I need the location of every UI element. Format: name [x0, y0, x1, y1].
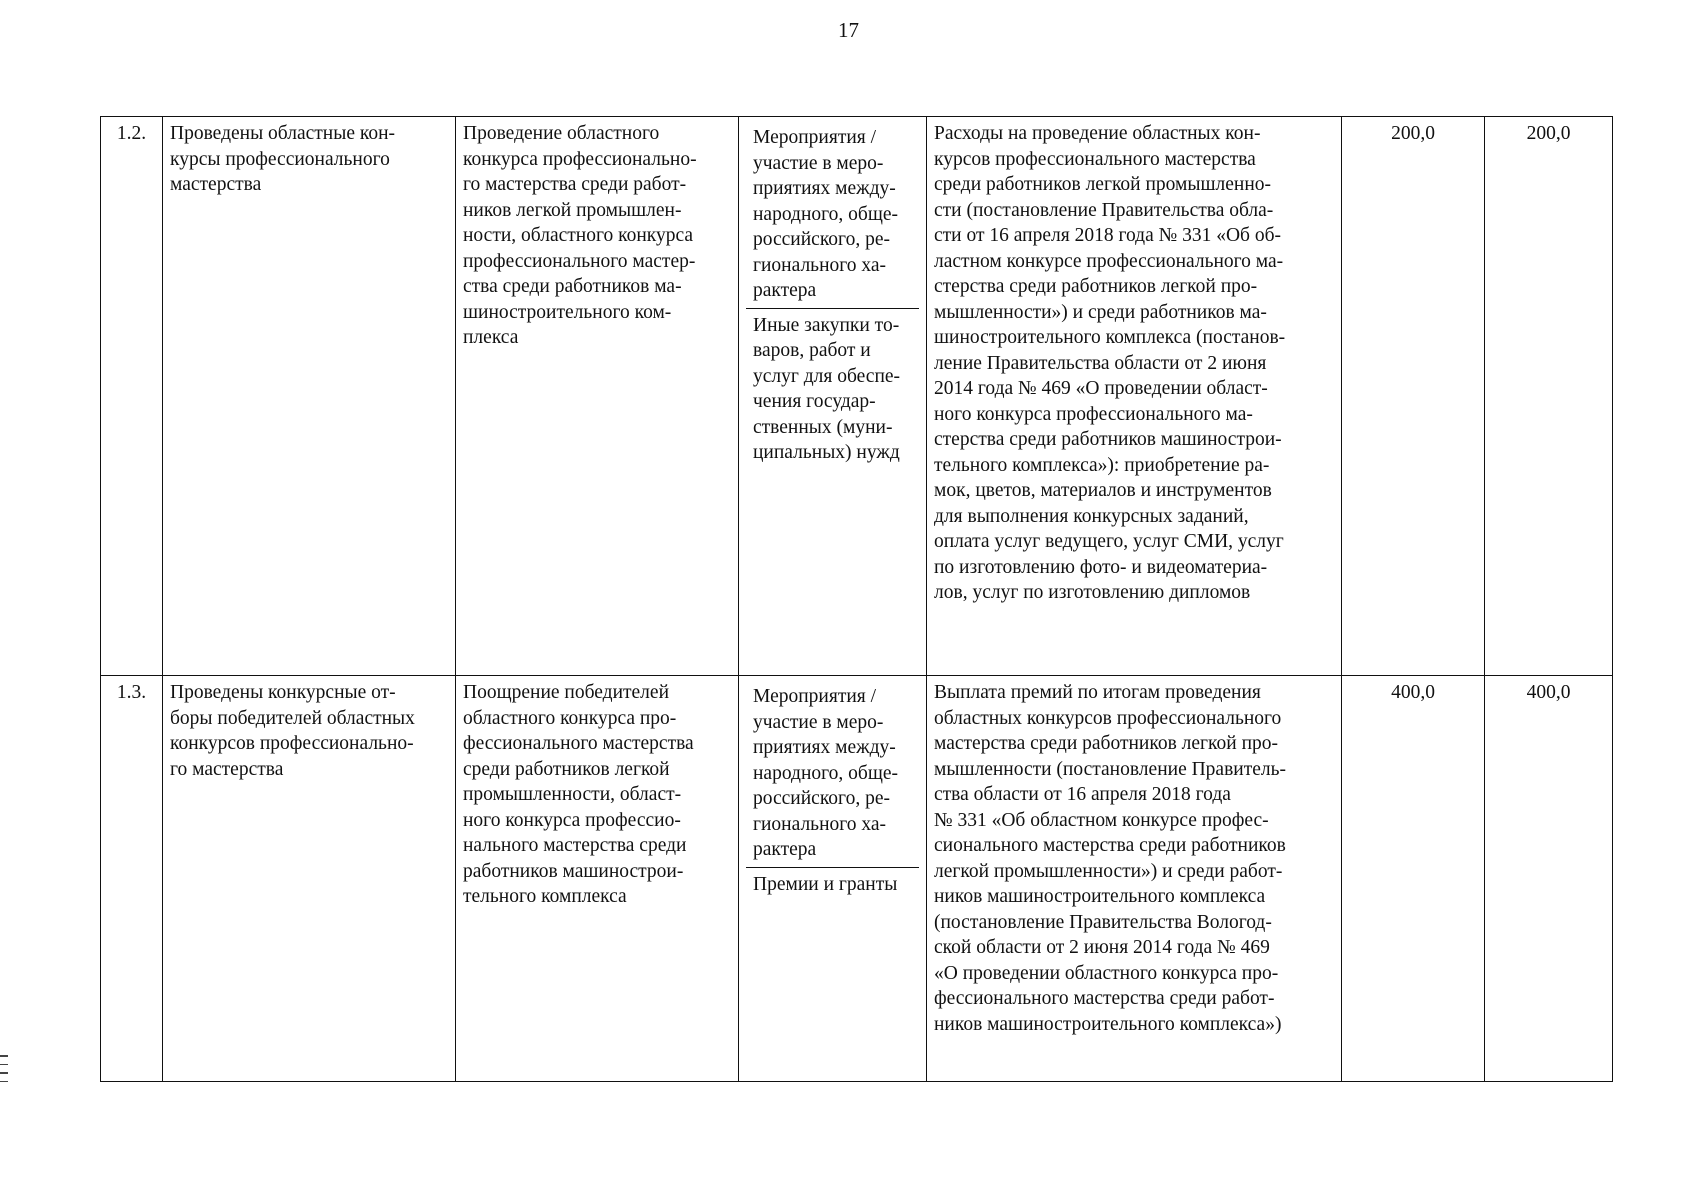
row-number: 1.2. — [101, 117, 163, 676]
page-number: 17 — [838, 18, 859, 42]
measures-table — [100, 116, 1613, 1082]
direction-item: Иные закупки то- варов, работ и услуг для обеспе- чения государ- ственных (муни- ципальных) нужд — [753, 314, 901, 463]
directions-cell — [739, 676, 927, 1082]
amount-cell: 400,0 — [1485, 676, 1613, 1082]
table-row — [101, 676, 1613, 1082]
table-row — [101, 117, 1613, 676]
description-cell: Выплата премий по итогам проведения областных конкурсов профессионального мастерства среди работников легкой про- мышленности (постановление Правитель- ства области от 16 апреля 2018 года № 331 «Об областном конкурсе профес- сионального мастерства среди работников легкой промышленности») и среди работ- ников машиностроительного комплекса (постановление Правительства Вологод- ской области от 2 июня 2014 года № 469 «О проведении областного конкурса про- фессионального мастерства среди работ- ников машиностроительного комплекса») — [927, 676, 1342, 1082]
result-cell: Проведены конкурсные от- боры победителей областных конкурсов профессионально- го мастерства — [163, 676, 456, 1082]
description-cell: Расходы на проведение областных кон- курсов профессионального мастерства среди работников легкой промышленно- сти (постановление Правительства обла- сти от 16 апреля 2018 года № 331 «Об об- ластном конкурсе профессионального ма- стерства среди работников легкой про- мышленности») и среди работников ма- шиностроительного комплекса (постанов- ление Правительства области от 2 июня 2014 года № 469 «О проведении област- ного конкурса профессионального ма- стерства среди работников машинострои- тельного комплекса»): приобретение ра- мок, цветов, материалов и инструментов для выполнения конкурсных заданий, оплата услуг ведущего, услуг СМИ, услуг по изготовлению фото- и видеоматериа- лов, услуг по изготовлению дипломов — [927, 117, 1342, 676]
result-cell: Проведены областные кон- курсы профессионального мастерства — [163, 117, 456, 676]
activity-cell: Проведение областного конкурса профессионально- го мастерства среди работ- ников легкой промышлен- ности, областного конкурса профессионального мастер- ства среди работников ма- шиностроительного ком- плекса — [456, 117, 739, 676]
amount-cell: 200,0 — [1485, 117, 1613, 676]
amount-cell: 400,0 — [1342, 676, 1485, 1082]
direction-item: Мероприятия / участие в меро- приятиях между- народного, обще- российского, ре- гионального ха- рактера — [746, 680, 919, 868]
direction-item: Премии и гранты — [753, 873, 898, 895]
scan-edge-marks — [0, 1055, 8, 1089]
row-number: 1.3. — [101, 676, 163, 1082]
amount-cell: 200,0 — [1342, 117, 1485, 676]
activity-cell: Поощрение победителей областного конкурса про- фессионального мастерства среди работников легкой промышленности, област- ного конкурса профессио- нального мастерства среди работников машинострои- тельного комплекса — [456, 676, 739, 1082]
directions-cell — [739, 117, 927, 676]
direction-item: Мероприятия / участие в меро- приятиях между- народного, обще- российского, ре- гионального ха- рактера — [746, 121, 919, 309]
